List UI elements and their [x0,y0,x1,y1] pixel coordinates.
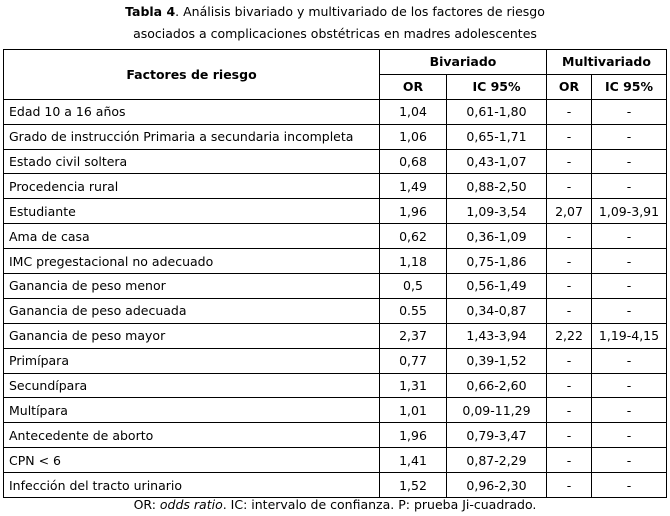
row-or-multivariado: - [547,348,592,373]
row-or-multivariado: - [547,149,592,174]
row-ic-bivariado: 1,09-3,54 [447,199,547,224]
row-ic-multivariado: - [592,448,667,473]
row-factor: Estado civil soltera [4,149,380,174]
table-caption [0,1,670,45]
footnote-or-label: OR: [133,497,160,512]
table-row [4,373,667,398]
row-or-multivariado: - [547,174,592,199]
table-row [4,298,667,323]
table-footnote [0,497,670,513]
row-ic-multivariado: - [592,423,667,448]
row-or-bivariado: 1,01 [380,398,447,423]
row-ic-bivariado: 0,61-1,80 [447,99,547,124]
row-or-multivariado: - [547,448,592,473]
row-or-bivariado: 1,49 [380,174,447,199]
row-or-bivariado: 0,68 [380,149,447,174]
row-ic-bivariado: 0,96-2,30 [447,473,547,498]
row-ic-multivariado: 1,19-4,15 [592,323,667,348]
row-or-bivariado: 1,04 [380,99,447,124]
row-ic-multivariado: - [592,298,667,323]
row-or-bivariado: 1,96 [380,423,447,448]
row-or-bivariado: 1,41 [380,448,447,473]
row-factor: Ganancia de peso mayor [4,323,380,348]
row-ic-multivariado: - [592,398,667,423]
row-ic-bivariado: 0,39-1,52 [447,348,547,373]
row-ic-bivariado: 0,09-11,29 [447,398,547,423]
table-row [4,398,667,423]
footnote-rest: . IC: intervalo de confianza. P: prueba Ji-cuadrado. [222,497,537,512]
row-or-bivariado: 0,5 [380,274,447,299]
row-factor: Grado de instrucción Primaria a secundaria incompleta [4,124,380,149]
row-or-multivariado: - [547,124,592,149]
row-ic-bivariado: 0,75-1,86 [447,249,547,274]
row-ic-multivariado: 1,09-3,91 [592,199,667,224]
row-ic-multivariado: - [592,124,667,149]
row-ic-bivariado: 0,65-1,71 [447,124,547,149]
row-ic-bivariado: 0,79-3,47 [447,423,547,448]
row-or-multivariado: 2,22 [547,323,592,348]
row-factor: CPN < 6 [4,448,380,473]
row-or-multivariado: - [547,249,592,274]
row-factor: IMC pregestacional no adecuado [4,249,380,274]
table-row [4,224,667,249]
row-ic-bivariado: 0,43-1,07 [447,149,547,174]
header-bivariado: Bivariado [380,50,547,75]
row-or-multivariado: - [547,224,592,249]
row-or-multivariado: - [547,99,592,124]
row-factor: Ganancia de peso menor [4,274,380,299]
row-or-bivariado: 1,06 [380,124,447,149]
row-or-multivariado: - [547,373,592,398]
header-or-multivariado: OR [547,74,592,99]
row-or-bivariado: 0,62 [380,224,447,249]
row-ic-multivariado: - [592,99,667,124]
row-or-multivariado: - [547,274,592,299]
row-or-bivariado: 1,18 [380,249,447,274]
table-row [4,448,667,473]
row-ic-multivariado: - [592,149,667,174]
table-row [4,348,667,373]
row-factor: Estudiante [4,199,380,224]
row-ic-bivariado: 1,43-3,94 [447,323,547,348]
row-or-multivariado: 2,07 [547,199,592,224]
table-row [4,423,667,448]
table-row [4,249,667,274]
row-ic-bivariado: 0,88-2,50 [447,174,547,199]
row-factor: Primípara [4,348,380,373]
row-or-bivariado: 2,37 [380,323,447,348]
row-factor: Ganancia de peso adecuada [4,298,380,323]
caption-label: Tabla 4 [125,4,176,19]
row-ic-multivariado: - [592,174,667,199]
row-or-multivariado: - [547,298,592,323]
table-row [4,124,667,149]
row-factor: Antecedente de aborto [4,423,380,448]
row-ic-bivariado: 0,56-1,49 [447,274,547,299]
table-body [4,99,667,497]
row-factor: Multípara [4,398,380,423]
row-or-multivariado: - [547,473,592,498]
table-row [4,199,667,224]
row-ic-multivariado: - [592,473,667,498]
row-or-multivariado: - [547,398,592,423]
caption-line-2: asociados a complicaciones obstétricas en madres adolescentes [133,26,537,41]
row-ic-bivariado: 0,87-2,29 [447,448,547,473]
footnote-or-definition: odds ratio [159,497,223,512]
row-factor: Secundípara [4,373,380,398]
table-row [4,323,667,348]
row-or-bivariado: 1,31 [380,373,447,398]
row-ic-multivariado: - [592,224,667,249]
row-factor: Procedencia rural [4,174,380,199]
row-factor: Edad 10 a 16 años [4,99,380,124]
row-ic-multivariado: - [592,373,667,398]
table-row [4,99,667,124]
row-ic-bivariado: 0,36-1,09 [447,224,547,249]
row-ic-bivariado: 0,66-2,60 [447,373,547,398]
row-or-bivariado: 1,96 [380,199,447,224]
row-or-bivariado: 1,52 [380,473,447,498]
row-or-bivariado: 0,77 [380,348,447,373]
table-row [4,473,667,498]
header-multivariado: Multivariado [547,50,667,75]
table-row [4,174,667,199]
header-ic-multivariado: IC 95% [592,74,667,99]
row-ic-bivariado: 0,34-0,87 [447,298,547,323]
header-factor: Factores de riesgo [4,50,380,100]
header-ic-bivariado: IC 95% [447,74,547,99]
caption-line-1 [0,1,670,23]
risk-factors-table [3,49,667,498]
row-ic-multivariado: - [592,274,667,299]
table-row [4,274,667,299]
row-or-bivariado: 0.55 [380,298,447,323]
caption-title-part-1: . Análisis bivariado y multivariado de los factores de riesgo [175,4,545,19]
row-or-multivariado: - [547,423,592,448]
header-or-bivariado: OR [380,74,447,99]
row-ic-multivariado: - [592,249,667,274]
table-row [4,149,667,174]
row-factor: Infección del tracto urinario [4,473,380,498]
row-ic-multivariado: - [592,348,667,373]
row-factor: Ama de casa [4,224,380,249]
